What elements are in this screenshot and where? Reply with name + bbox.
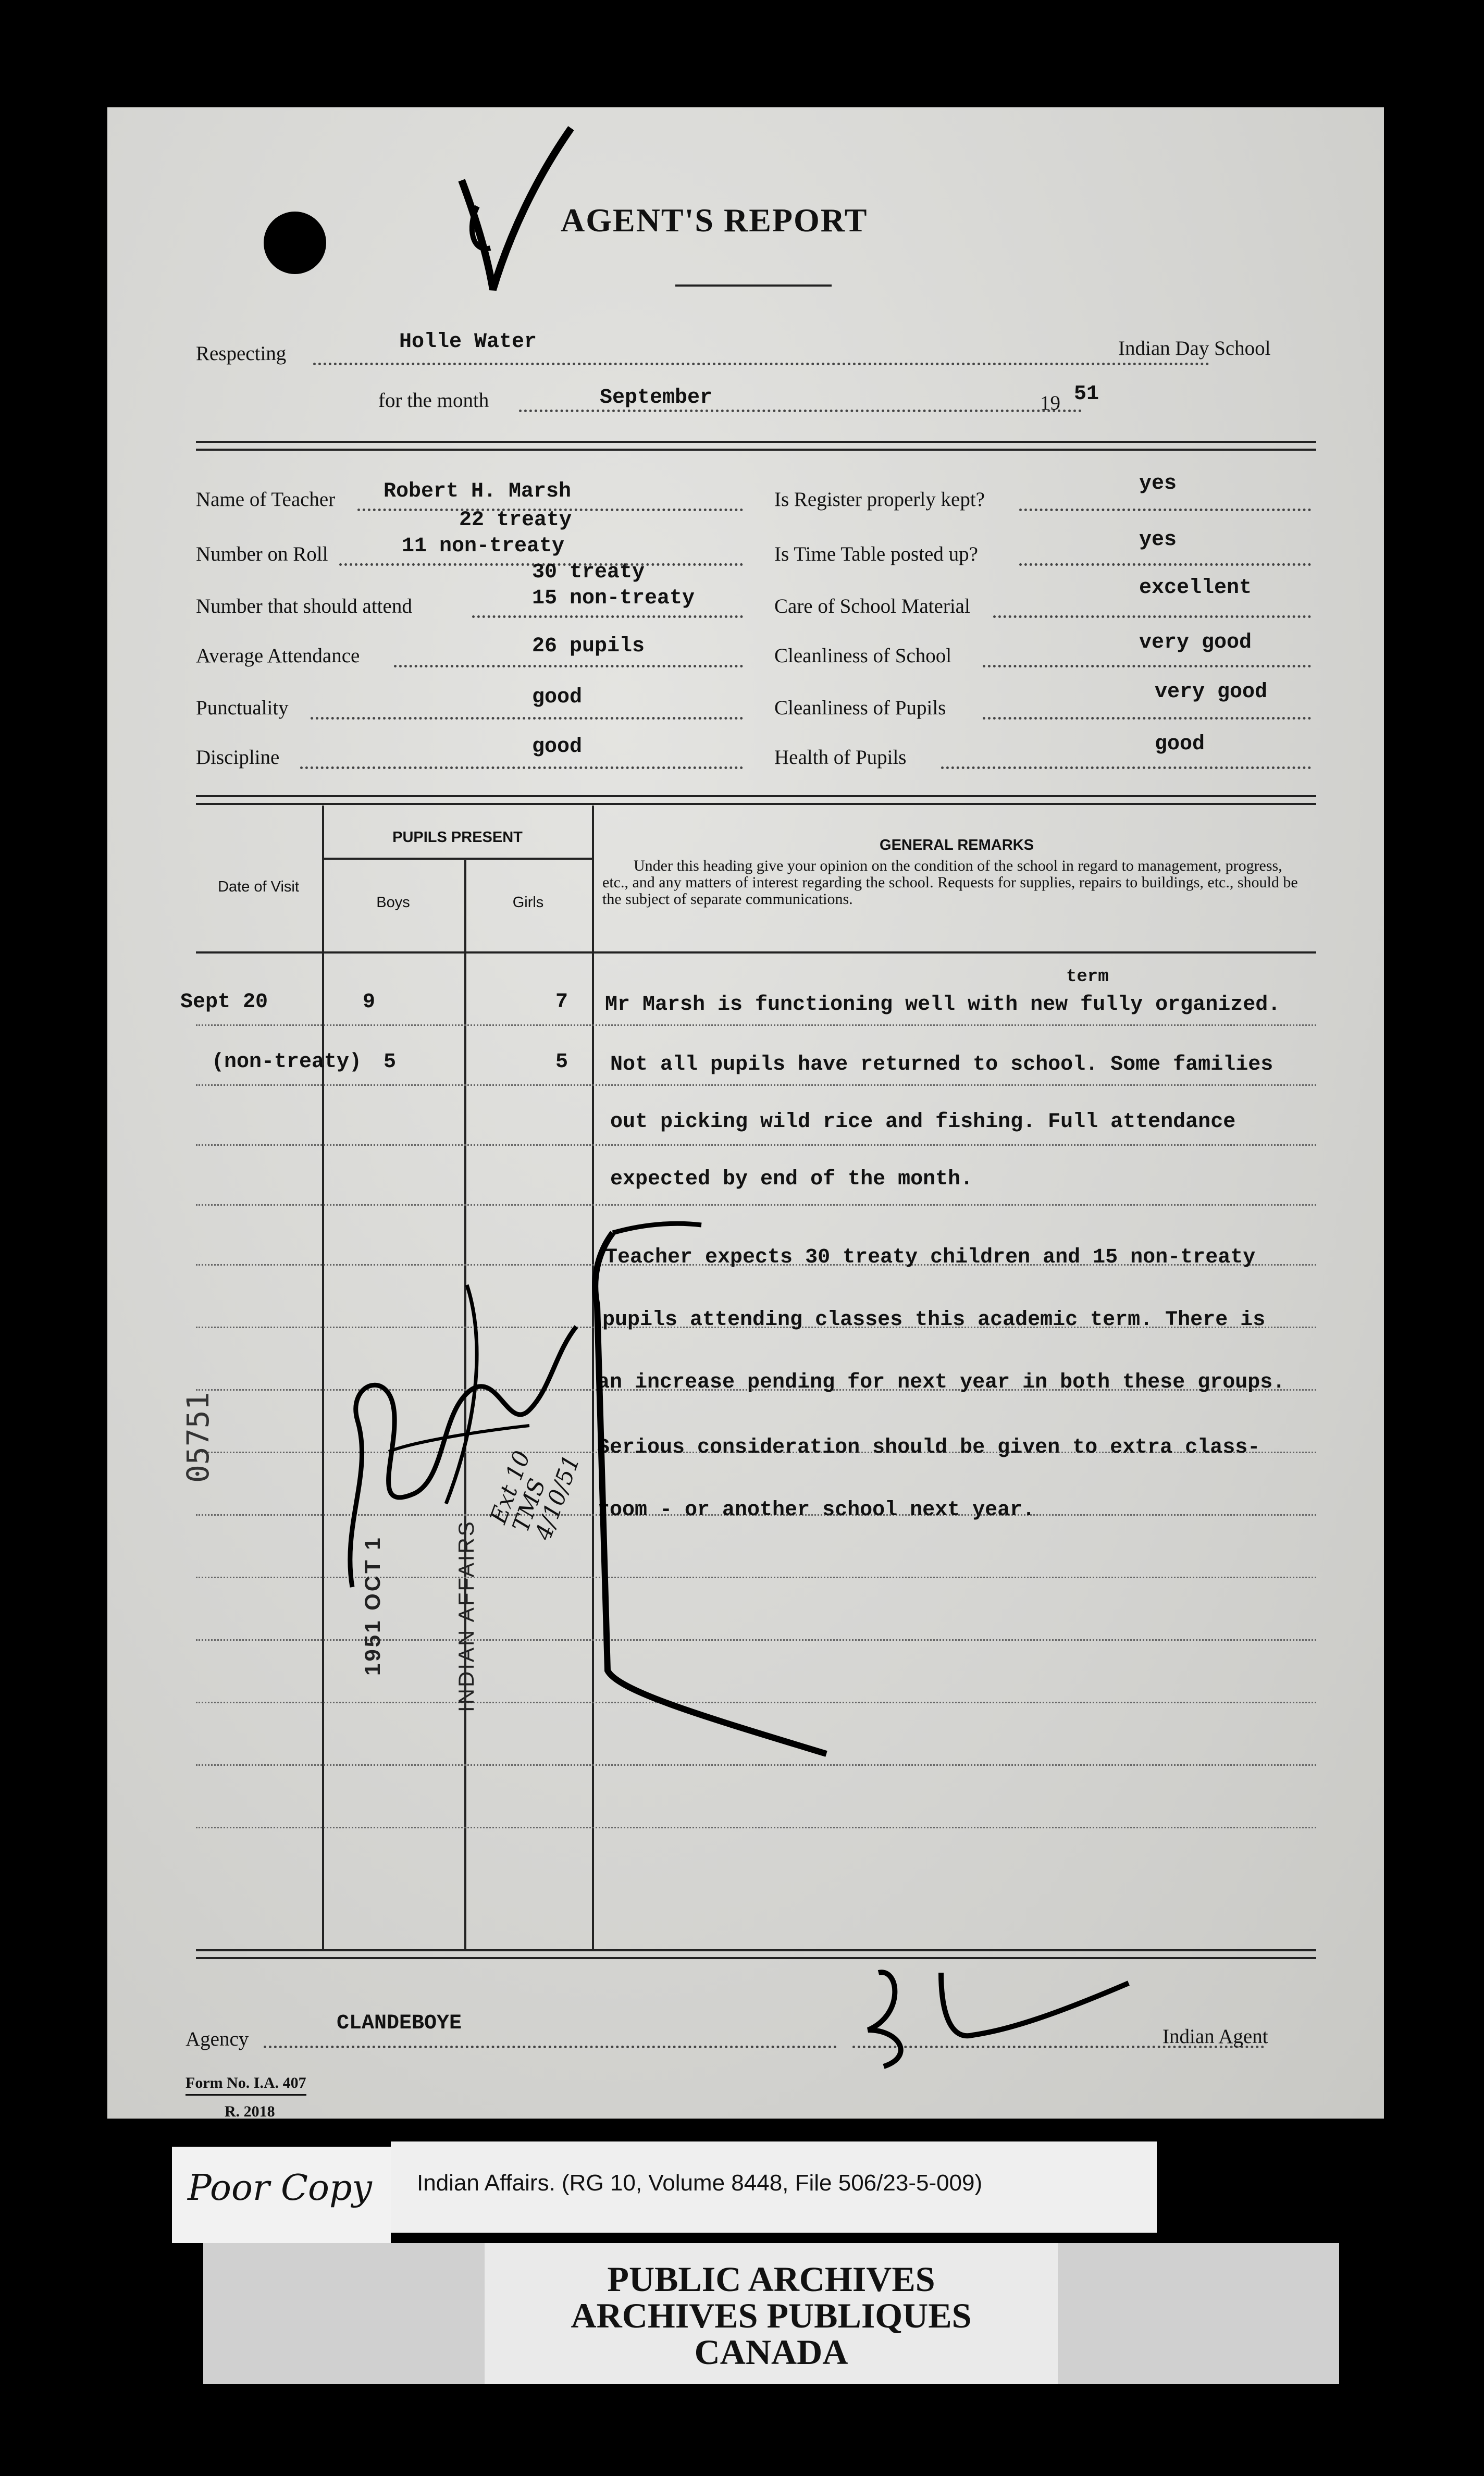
average-attendance-line (394, 665, 743, 667)
page-title: AGENT'S REPORT (561, 202, 868, 239)
header-divider-2 (196, 449, 1316, 451)
average-attendance-value: 26 pupils (532, 635, 645, 658)
header-divider-1 (196, 441, 1316, 443)
register-kept-line (1019, 509, 1311, 511)
date-of-visit-header: Date of Visit (218, 878, 299, 895)
remark-line-7: an increase pending for next year in both these groups. (597, 1371, 1285, 1394)
table-header-bottom (196, 951, 1316, 954)
school-material-label: Care of School Material (774, 595, 970, 617)
visit-date-2: (non-treaty) (212, 1050, 362, 1074)
average-attendance-label: Average Attendance (196, 645, 360, 667)
remark-line-1: Mr Marsh is functioning well with new fully organized. (605, 993, 1281, 1017)
discipline-value: good (532, 735, 583, 759)
remark-line-5: Teacher expects 30 treaty children and 15 non-treaty (605, 1246, 1256, 1269)
time-table-line (1019, 563, 1311, 566)
form-revision: R. 2018 (225, 2103, 275, 2120)
boys-count-2: 5 (384, 1050, 397, 1074)
roll-nontreaty-value: 11 non-treaty (402, 535, 565, 558)
pupils-health-line (941, 766, 1311, 769)
punctuality-label: Punctuality (196, 697, 289, 719)
poor-copy-label: Poor Copy (188, 2168, 372, 2209)
title-underline (675, 284, 832, 287)
respecting-label: Respecting (196, 342, 287, 365)
remark-line-9: room - or another school next year. (597, 1499, 1035, 1522)
agent-signature (837, 1952, 1149, 2077)
agency-value: CLANDEBOYE (337, 2012, 462, 2035)
discipline-line (300, 766, 743, 769)
fields-divider-1 (196, 795, 1316, 797)
boys-header: Boys (376, 894, 410, 911)
respecting-line (313, 363, 1209, 365)
punch-hole (264, 212, 326, 274)
pupils-health-label: Health of Pupils (774, 746, 907, 769)
girls-header: Girls (512, 894, 544, 911)
punctuality-line (311, 717, 743, 720)
school-cleanliness-label: Cleanliness of School (774, 645, 952, 667)
year-prefix: 19 (1040, 392, 1060, 414)
teacher-name-label: Name of Teacher (196, 488, 336, 511)
file-number-stamp: 05751 (180, 1392, 216, 1483)
year-value: 51 (1074, 382, 1099, 406)
indian-affairs-stamp: INDIAN AFFAIRS (454, 1520, 478, 1712)
boys-count-1: 9 (363, 991, 376, 1014)
month-value: September (600, 386, 713, 410)
remark-insert-term: term (1066, 967, 1109, 987)
reference-slip (391, 2141, 1157, 2233)
should-attend-label: Number that should attend (196, 595, 412, 617)
date-received-stamp: 1951 OCT 1 (360, 1536, 385, 1676)
month-line (519, 410, 1082, 412)
remark-line-2: Not all pupils have returned to school. Some families (610, 1053, 1273, 1076)
indian-agent-label: Indian Agent (1163, 2025, 1268, 2048)
archive-reference: Indian Affairs. (RG 10, Volume 8448, File 506/23-5-009) (417, 2170, 983, 2196)
school-cleanliness-line (983, 665, 1311, 667)
pupils-header-underline (322, 858, 593, 860)
agency-label: Agency (186, 2028, 249, 2050)
should-attend-line (472, 615, 743, 618)
remark-line-4: expected by end of the month. (610, 1168, 973, 1191)
punctuality-value: good (532, 686, 583, 709)
time-table-label: Is Time Table posted up? (774, 543, 978, 565)
agency-line (264, 2046, 837, 2048)
respecting-value: Holle Water (399, 330, 537, 354)
girls-count-1: 7 (555, 991, 568, 1014)
register-kept-value: yes (1139, 472, 1177, 496)
handwritten-bracket (535, 1202, 951, 1764)
archives-line-1: PUBLIC ARCHIVES (607, 2259, 935, 2299)
form-number: Form No. I.A. 407 (186, 2074, 306, 2096)
school-material-line (993, 615, 1311, 618)
remark-line-8: Serious consideration should be given to extra class- (597, 1436, 1260, 1459)
month-label: for the month (378, 389, 489, 412)
remarks-instructions: Under this heading give your opinion on the condition of the school in regard to management, progress, etc., and any matters of interest regarding the school. Requests for supplies, repairs to buildings, etc., should be the subject of separate communications. (602, 857, 1298, 908)
time-table-value: yes (1139, 528, 1177, 552)
pupils-cleanliness-label: Cleanliness of Pupils (774, 697, 946, 719)
archives-banner (203, 2243, 1339, 2384)
pupils-cleanliness-value: very good (1155, 680, 1268, 704)
fields-divider-2 (196, 803, 1316, 805)
remark-line-3: out picking wild rice and fishing. Full attendance (610, 1110, 1236, 1134)
girls-count-2: 5 (555, 1050, 568, 1074)
remark-line-6: pupils attending classes this academic term. There is (602, 1308, 1266, 1332)
teacher-name-value: Robert H. Marsh (384, 480, 572, 503)
school-material-value: excellent (1139, 576, 1252, 600)
school-cleanliness-value: very good (1139, 631, 1252, 654)
roll-treaty-value: 22 treaty (459, 509, 572, 532)
archives-line-2: ARCHIVES PUBLIQUES (571, 2296, 972, 2335)
general-remarks-header: GENERAL REMARKS (880, 837, 1034, 853)
table-bottom-1 (196, 1949, 1316, 1951)
visit-date-1: Sept 20 (180, 991, 268, 1014)
handwritten-routing-note: Ext 10 TMS 4/10/51 (485, 1447, 586, 1544)
discipline-label: Discipline (196, 746, 280, 769)
should-attend-treaty-value: 30 treaty (532, 561, 645, 584)
pupils-cleanliness-line (983, 717, 1311, 720)
poor-copy-slip (172, 2147, 391, 2243)
report-form (107, 107, 1384, 2119)
roll-label: Number on Roll (196, 543, 328, 565)
register-kept-label: Is Register properly kept? (774, 488, 985, 511)
pupils-present-header: PUPILS PRESENT (392, 829, 523, 846)
archives-line-3: CANADA (694, 2332, 848, 2372)
should-attend-nontreaty-value: 15 non-treaty (532, 587, 695, 610)
pupils-health-value: good (1155, 733, 1205, 756)
school-type-label: Indian Day School (1118, 337, 1271, 360)
